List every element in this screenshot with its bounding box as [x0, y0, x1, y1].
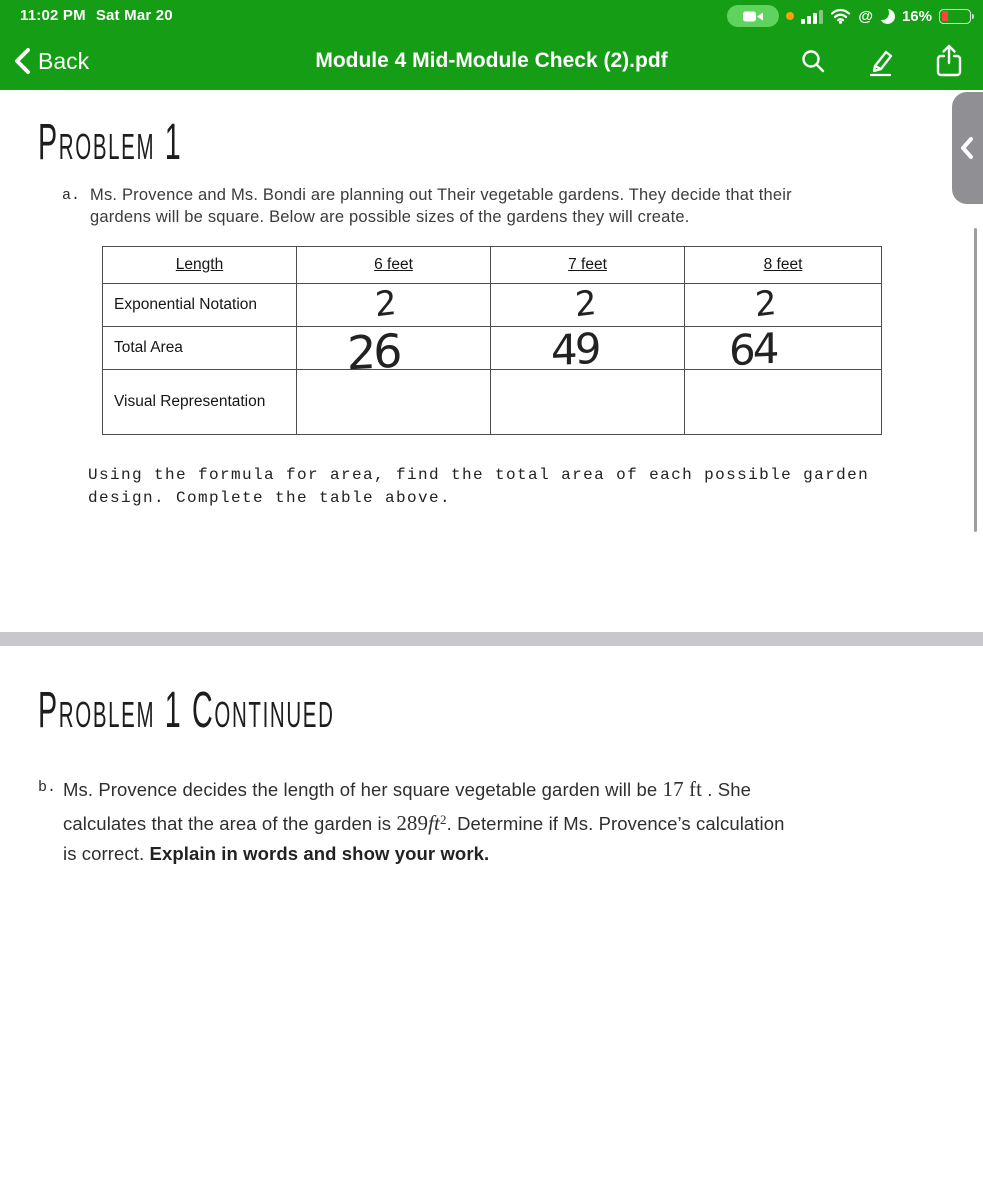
problem-1-continued-heading: Problem 1 Continued	[38, 682, 335, 739]
cell-visual-8ft	[685, 370, 881, 434]
share-button[interactable]	[933, 44, 965, 78]
handwritten-exponent: 2	[574, 282, 598, 326]
table-header-6-feet: 6 feet	[297, 247, 491, 284]
document-title: Module 4 Mid-Module Check (2).pdf	[315, 49, 668, 72]
camera-in-use-indicator[interactable]	[727, 5, 779, 27]
cell-exponential-8ft	[685, 284, 881, 327]
handwritten-area-value: 49	[551, 323, 599, 376]
handwritten-area-value: 26	[347, 323, 400, 381]
row-label-total-area: Total Area	[103, 327, 297, 370]
cell-exponential-7ft	[491, 284, 685, 327]
rotation-lock-icon: @	[858, 7, 873, 25]
cell-exponential-6ft	[297, 284, 491, 327]
microphone-in-use-icon	[786, 12, 794, 20]
wifi-icon	[830, 8, 851, 24]
instruction-line-1: Using the formula for area, find the total area of each possible garden	[88, 466, 870, 484]
search-button[interactable]	[797, 44, 829, 78]
cell-visual-6ft	[297, 370, 491, 434]
cellular-signal-icon	[801, 9, 823, 24]
battery-percent: 16%	[901, 7, 932, 25]
cell-area-6ft	[297, 323, 491, 381]
part-b-label: b.	[38, 779, 57, 796]
video-camera-icon	[742, 10, 764, 23]
pdf-page-1	[0, 90, 983, 632]
page-gap-divider	[0, 632, 983, 646]
instruction-text	[88, 464, 869, 510]
bold-directive: Explain in words and show your work.	[149, 843, 490, 864]
handwritten-exponent: 2	[374, 282, 398, 326]
chevron-left-icon	[959, 136, 975, 160]
share-icon	[934, 43, 964, 79]
back-label: Back	[38, 47, 90, 74]
status-bar	[0, 0, 983, 32]
cell-visual-7ft	[491, 370, 685, 434]
garden-sizes-table	[102, 246, 882, 435]
handwritten-area-value: 64	[729, 323, 777, 376]
part-a-line-2: gardens will be square. Below are possible sizes of the gardens they will create.	[90, 208, 690, 226]
math-289ft2: $289ft^2$	[396, 811, 447, 835]
cell-area-7ft	[491, 323, 685, 376]
row-label-visual-representation: Visual Representation	[103, 370, 297, 434]
pdf-page-2	[0, 646, 983, 1200]
markup-button[interactable]	[865, 44, 897, 78]
search-icon	[799, 47, 827, 75]
highlighter-pen-icon	[866, 45, 896, 77]
status-time: 11:02 PM	[20, 7, 86, 24]
part-b-line-3: is correct. Explain in words and show your work.	[63, 843, 490, 864]
instruction-line-2: design. Complete the table above.	[88, 489, 452, 507]
part-a-line-1: Ms. Provence and Ms. Bondi are planning out Their vegetable gardens. They decide that their	[90, 186, 792, 204]
part-b-line-2: calculates that the area of the garden is $289ft^2$. Determine if Ms. Provence’s calculation	[63, 811, 785, 835]
part-b-line-1: Ms. Provence decides the length of her square vegetable garden will be 17 ft . She	[63, 777, 751, 801]
table-header-8-feet: 8 feet	[685, 247, 881, 284]
table-header-length: Length	[103, 247, 297, 284]
part-a-label: a.	[62, 187, 81, 204]
part-b-text	[63, 774, 933, 869]
status-date: Sat Mar 20	[95, 7, 173, 24]
row-label-exponential-notation: Exponential Notation	[103, 284, 297, 327]
math-17ft: 17 ft	[662, 777, 703, 801]
problem-1-heading: Problem 1	[38, 114, 183, 171]
part-a-text	[90, 184, 880, 228]
status-time-date	[20, 7, 183, 24]
do-not-disturb-moon-icon	[880, 9, 895, 24]
handwritten-exponent: 2	[754, 282, 778, 326]
side-drawer-handle[interactable]	[952, 92, 983, 204]
cell-area-8ft	[685, 323, 881, 376]
battery-icon	[939, 9, 975, 24]
scrollbar-thumb[interactable]	[974, 228, 977, 532]
nav-bar	[0, 32, 983, 90]
table-header-7-feet: 7 feet	[491, 247, 685, 284]
